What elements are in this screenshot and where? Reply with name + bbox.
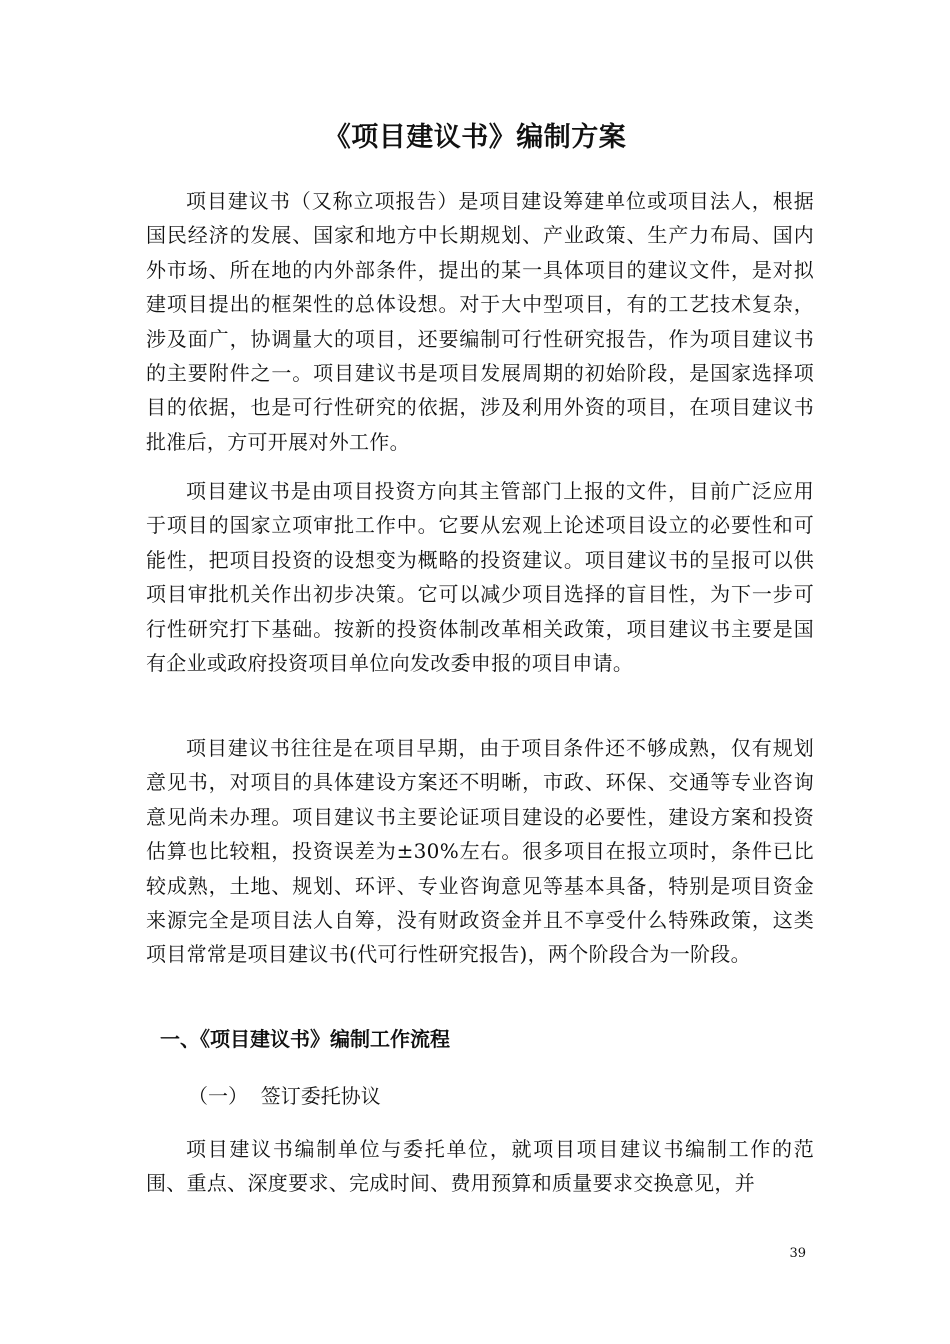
sub-heading-sign-agreement: （一） 签订委托协议 <box>188 1084 381 1108</box>
page-number: 39 <box>789 1246 806 1261</box>
document-title: 《项目建议书》编制方案 <box>323 122 627 153</box>
paragraph-project-proposal-purpose: 项目建议书是由项目投资方向其主管部门上报的文件，目前广泛应用于项目的国家立项审批工作中。它要从宏观上论述项目设立的必要性和可能性，把项目投资的设想变为概略的投资建议。项目建议书的呈报可以供项目审批机关作出初步决策。它可以减少项目选择的盲目性，为下一步可行性研究打下基础。按新的投资体制改革相关政策，项目建议书主要是国有企业或政府投资项目单位向发改委申报的项目申请。 <box>146 479 814 676</box>
paragraph-project-proposal-definition: 项目建议书（又称立项报告）是项目建设筹建单位或项目法人，根据国民经济的发展、国家和地方中长期规划、产业政策、生产力布局、国内外市场、所在地的内外部条件，提出的某一具体项目的建议文件，是对拟建项目提出的框架性的总体设想。对于大中型项目，有的工艺技术复杂，涉及面广，协调量大的项目，还要编制可行性研究报告，作为项目建议书的主要附件之一。项目建议书是项目发展周期的初始阶段，是国家选择项目的依据，也是可行性研究的依据，涉及利用外资的项目，在项目建议书批准后，方可开展对外工作。 <box>146 189 814 454</box>
paragraph-agreement-details: 项目建议书编制单位与委托单位，就项目项目建议书编制工作的范围、重点、深度要求、完成时间、费用预算和质量要求交换意见，并 <box>146 1137 814 1196</box>
section-heading-workflow: 一、《项目建议书》编制工作流程 <box>160 1027 450 1051</box>
paragraph-project-proposal-stage: 项目建议书往往是在项目早期，由于项目条件还不够成熟，仅有规划意见书，对项目的具体建设方案还不明晰，市政、环保、交通等专业咨询意见尚未办理。项目建议书主要论证项目建设的必要性，建设方案和投资估算也比较粗，投资误差为±30%左右。很多项目在报立项时，条件已比较成熟，土地、规划、环评、专业咨询意见等基本具备，特别是项目资金来源完全是项目法人自筹，没有财政资金并且不享受什么特殊政策，这类项目常常是项目建议书(代可行性研究报告)，两个阶段合为一阶段。 <box>146 736 814 967</box>
